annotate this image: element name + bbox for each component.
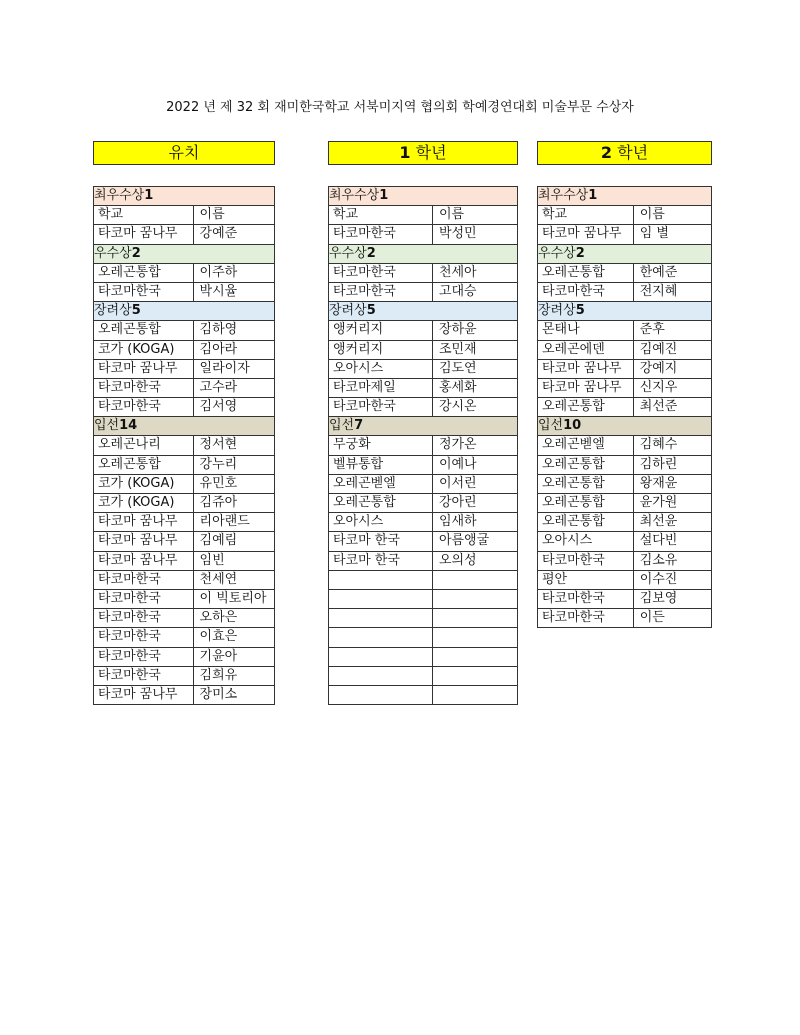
award-section-header: [538, 417, 712, 436]
name-cell: 이주하: [194, 264, 275, 282]
table-row: [94, 456, 275, 475]
school-cell: 타코마한국: [94, 398, 194, 416]
name-cell: 강예지: [634, 360, 712, 378]
name-cell: 이효은: [194, 628, 275, 646]
award-section-header: [329, 245, 518, 264]
award-count: 10: [563, 418, 582, 434]
school-cell: 오아시스: [329, 360, 433, 378]
school-cell: 학교: [94, 206, 194, 224]
name-cell: [433, 648, 518, 666]
table-row: [329, 532, 518, 551]
school-cell: 타코마한국: [94, 648, 194, 666]
table-row: [94, 571, 275, 590]
table-row: [538, 609, 712, 628]
table-row: [94, 264, 275, 283]
name-cell: 최선윤: [634, 513, 712, 531]
school-cell: 무궁화: [329, 436, 433, 454]
table-row: [538, 283, 712, 302]
table-row: [329, 475, 518, 494]
table-row: [538, 475, 712, 494]
table-row: [329, 341, 518, 360]
school-cell: [329, 571, 433, 589]
school-cell: 오레곤통합: [538, 456, 634, 474]
table-row: [538, 590, 712, 609]
school-cell: 타코마한국: [329, 264, 433, 282]
award-section-header: [94, 417, 275, 436]
award-label: 최우수상: [538, 188, 589, 203]
table-row: [538, 264, 712, 283]
award-count: 2: [575, 245, 585, 261]
school-cell: 오레곤벧엘: [329, 475, 433, 493]
name-cell: [433, 686, 518, 704]
school-cell: 타코마 꿈나무: [538, 225, 634, 243]
table-row: [94, 686, 275, 705]
name-cell: 홍세화: [433, 379, 518, 397]
award-label: 최우수상: [329, 188, 380, 203]
school-cell: 오아시스: [538, 532, 634, 550]
school-cell: 타코마한국: [94, 628, 194, 646]
school-cell: 타코마한국: [94, 609, 194, 627]
name-cell: 오하은: [194, 609, 275, 627]
grade-header: [537, 141, 712, 165]
name-cell: 이서린: [433, 475, 518, 493]
grade-header: [328, 141, 518, 165]
name-cell: 준후: [634, 321, 712, 339]
school-cell: 타코마 꿈나무: [94, 513, 194, 531]
school-cell: 타코마한국: [538, 552, 634, 570]
table-row: [329, 360, 518, 379]
table-row: [94, 436, 275, 455]
table-row: [94, 590, 275, 609]
name-cell: 아름앵굴: [433, 532, 518, 550]
award-count: 1: [588, 188, 598, 203]
school-cell: [329, 686, 433, 704]
name-cell: 김예림: [194, 532, 275, 550]
table-row: [329, 513, 518, 532]
school-cell: 타코마한국: [329, 225, 433, 243]
name-cell: 오의성: [433, 552, 518, 570]
grade-number: 2: [600, 143, 613, 162]
school-cell: 오레곤통합: [538, 513, 634, 531]
table-row: [94, 360, 275, 379]
award-section-header: [538, 187, 712, 206]
award-section-header: [94, 302, 275, 321]
award-label: 입선: [94, 418, 120, 434]
award-table: [328, 186, 518, 705]
school-cell: 코가 (KOGA): [94, 475, 194, 493]
award-count: 14: [119, 418, 138, 434]
table-row: [94, 494, 275, 513]
school-cell: 학교: [538, 206, 634, 224]
school-cell: 오레곤벧엘: [538, 436, 634, 454]
award-label: 우수상: [538, 245, 576, 261]
name-cell: 정가온: [433, 436, 518, 454]
award-label: 우수상: [94, 245, 132, 261]
name-cell: 임빈: [194, 552, 275, 570]
school-cell: 타코마 꿈나무: [94, 532, 194, 550]
name-cell: 김소유: [634, 552, 712, 570]
name-cell: 박성민: [433, 225, 518, 243]
school-cell: 타코마 꿈나무: [94, 686, 194, 704]
school-cell: 평안: [538, 571, 634, 589]
table-row: [329, 609, 518, 628]
school-cell: 오레곤통합: [538, 398, 634, 416]
award-label: 입선: [538, 418, 564, 434]
name-cell: 김희유: [194, 667, 275, 685]
grade-label: 학년: [415, 143, 447, 162]
name-cell: 김혜수: [634, 436, 712, 454]
table-row: [94, 398, 275, 417]
school-cell: 오아시스: [329, 513, 433, 531]
school-cell: [329, 628, 433, 646]
school-cell: 오레곤통합: [538, 264, 634, 282]
name-cell: 이예나: [433, 456, 518, 474]
table-row: [329, 494, 518, 513]
name-cell: 리아랜드: [194, 513, 275, 531]
grade-header: [93, 141, 275, 165]
table-row: [329, 590, 518, 609]
school-cell: [329, 667, 433, 685]
table-row: [94, 552, 275, 571]
table-row: [538, 552, 712, 571]
school-cell: [329, 590, 433, 608]
school-cell: 타코마 한국: [329, 532, 433, 550]
table-row: [538, 513, 712, 532]
name-cell: 이름: [194, 206, 275, 224]
table-row: [329, 456, 518, 475]
table-row: [538, 379, 712, 398]
name-cell: 윤가원: [634, 494, 712, 512]
award-section-header: [538, 245, 712, 264]
award-count: 5: [131, 303, 141, 319]
name-cell: 이름: [634, 206, 712, 224]
award-label: 장려상: [329, 303, 367, 319]
table-row: [538, 456, 712, 475]
school-cell: 타코마한국: [94, 571, 194, 589]
school-cell: 타코마한국: [94, 379, 194, 397]
school-cell: [329, 609, 433, 627]
school-cell: 코가 (KOGA): [94, 494, 194, 512]
name-cell: 기윤아: [194, 648, 275, 666]
table-row: [329, 686, 518, 705]
name-cell: 이름: [433, 206, 518, 224]
name-cell: 강예준: [194, 225, 275, 243]
table-row: [538, 571, 712, 590]
school-cell: 코가 (KOGA): [94, 341, 194, 359]
name-cell: [433, 590, 518, 608]
school-cell: 타코마한국: [329, 398, 433, 416]
name-cell: 김예진: [634, 341, 712, 359]
table-row: [538, 341, 712, 360]
name-cell: 신지우: [634, 379, 712, 397]
school-cell: 오레곤통합: [329, 494, 433, 512]
table-row: [329, 206, 518, 225]
school-cell: 학교: [329, 206, 433, 224]
school-cell: 타코마 꿈나무: [538, 379, 634, 397]
award-section-header: [329, 417, 518, 436]
school-cell: 타코마한국: [538, 590, 634, 608]
award-count: 1: [379, 188, 389, 203]
school-cell: 몬태나: [538, 321, 634, 339]
table-row: [329, 398, 518, 417]
name-cell: 박시율: [194, 283, 275, 301]
award-table: [93, 186, 275, 705]
name-cell: 고대승: [433, 283, 518, 301]
table-row: [329, 571, 518, 590]
name-cell: [433, 571, 518, 589]
school-cell: 벨뷰통합: [329, 456, 433, 474]
award-label: 장려상: [94, 303, 132, 319]
award-label: 최우수상: [94, 188, 145, 203]
school-cell: 오레곤에덴: [538, 341, 634, 359]
school-cell: 타코마 꿈나무: [94, 552, 194, 570]
name-cell: 김도연: [433, 360, 518, 378]
name-cell: 김쥬아: [194, 494, 275, 512]
table-row: [538, 321, 712, 340]
table-row: [329, 225, 518, 244]
school-cell: 타코마제일: [329, 379, 433, 397]
name-cell: 임새하: [433, 513, 518, 531]
award-section-header: [94, 245, 275, 264]
school-cell: 오레곤통합: [94, 456, 194, 474]
school-cell: 앵커리지: [329, 321, 433, 339]
table-row: [329, 321, 518, 340]
name-cell: 조민재: [433, 341, 518, 359]
name-cell: 김서영: [194, 398, 275, 416]
table-row: [94, 609, 275, 628]
table-row: [538, 398, 712, 417]
award-count: 5: [575, 303, 585, 319]
school-cell: 오레곤통합: [538, 475, 634, 493]
school-cell: 오레곤통합: [94, 264, 194, 282]
table-row: [94, 283, 275, 302]
name-cell: 김하영: [194, 321, 275, 339]
table-row: [329, 667, 518, 686]
school-cell: 타코마한국: [538, 283, 634, 301]
award-count: 2: [366, 245, 376, 261]
award-label: 장려상: [538, 303, 576, 319]
school-cell: 타코마 꿈나무: [94, 225, 194, 243]
name-cell: 설다빈: [634, 532, 712, 550]
page-title: 2022 년 제 32 회 재미한국학교 서북미지역 협의회 학예경연대회 미술부문 수상자: [166, 100, 634, 115]
name-cell: 김하린: [634, 456, 712, 474]
name-cell: 이 빅토리아: [194, 590, 275, 608]
grade-number: 1: [399, 143, 411, 162]
table-row: [538, 436, 712, 455]
school-cell: 타코마한국: [538, 609, 634, 627]
award-label: 우수상: [329, 245, 367, 261]
name-cell: 일라이자: [194, 360, 275, 378]
table-row: [329, 264, 518, 283]
table-row: [94, 667, 275, 686]
table-row: [329, 628, 518, 647]
name-cell: 강아린: [433, 494, 518, 512]
school-cell: 오레곤나리: [94, 436, 194, 454]
table-row: [329, 283, 518, 302]
school-cell: 타코마 한국: [329, 552, 433, 570]
school-cell: 타코마 꿈나무: [538, 360, 634, 378]
grade-label: 학년: [617, 143, 649, 162]
grade-label: 유치: [168, 143, 200, 162]
name-cell: 왕재윤: [634, 475, 712, 493]
name-cell: 장하윤: [433, 321, 518, 339]
school-cell: 타코마한국: [94, 667, 194, 685]
name-cell: 임 별: [634, 225, 712, 243]
table-row: [329, 436, 518, 455]
table-row: [329, 379, 518, 398]
school-cell: 타코마한국: [94, 590, 194, 608]
award-count: 2: [131, 245, 141, 261]
table-row: [94, 225, 275, 244]
award-table: [537, 186, 712, 628]
award-section-header: [94, 187, 275, 206]
school-cell: 타코마한국: [94, 283, 194, 301]
table-row: [329, 648, 518, 667]
award-count: 1: [144, 188, 154, 203]
name-cell: 김보영: [634, 590, 712, 608]
table-row: [538, 225, 712, 244]
award-count: 5: [366, 303, 376, 319]
school-cell: 오레곤통합: [94, 321, 194, 339]
school-cell: 타코마 꿈나무: [94, 360, 194, 378]
name-cell: 고수라: [194, 379, 275, 397]
table-row: [94, 648, 275, 667]
table-row: [538, 532, 712, 551]
name-cell: 강시온: [433, 398, 518, 416]
award-section-header: [329, 187, 518, 206]
name-cell: 전지혜: [634, 283, 712, 301]
name-cell: 최선준: [634, 398, 712, 416]
school-cell: 앵커리지: [329, 341, 433, 359]
name-cell: 이수진: [634, 571, 712, 589]
table-row: [94, 321, 275, 340]
name-cell: [433, 628, 518, 646]
school-cell: [329, 648, 433, 666]
name-cell: 천세연: [194, 571, 275, 589]
table-row: [94, 532, 275, 551]
table-row: [329, 552, 518, 571]
name-cell: [433, 609, 518, 627]
name-cell: 장미소: [194, 686, 275, 704]
name-cell: 정서현: [194, 436, 275, 454]
table-row: [94, 475, 275, 494]
table-row: [538, 494, 712, 513]
table-row: [538, 360, 712, 379]
name-cell: 유민호: [194, 475, 275, 493]
table-row: [94, 341, 275, 360]
award-section-header: [538, 302, 712, 321]
name-cell: 김아라: [194, 341, 275, 359]
school-cell: 오레곤통합: [538, 494, 634, 512]
name-cell: 한예준: [634, 264, 712, 282]
table-row: [94, 513, 275, 532]
name-cell: 강누리: [194, 456, 275, 474]
award-count: 7: [354, 418, 364, 434]
award-label: 입선: [329, 418, 355, 434]
name-cell: 천세아: [433, 264, 518, 282]
table-row: [94, 628, 275, 647]
name-cell: 이든: [634, 609, 712, 627]
table-row: [94, 206, 275, 225]
award-section-header: [329, 302, 518, 321]
school-cell: 타코마한국: [329, 283, 433, 301]
table-row: [94, 379, 275, 398]
table-row: [538, 206, 712, 225]
name-cell: [433, 667, 518, 685]
